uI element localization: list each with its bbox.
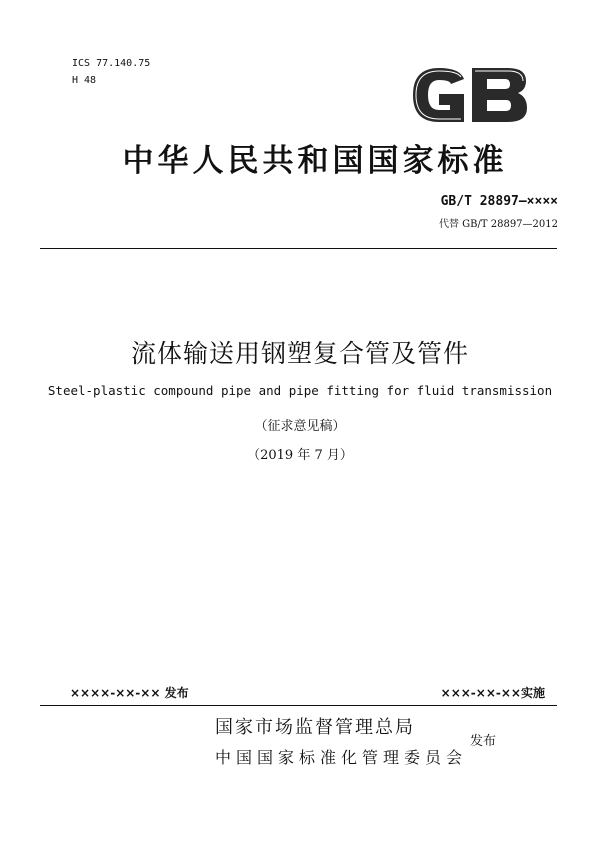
issue-date: ××××-××-×× 发布 bbox=[70, 686, 189, 700]
chinese-title: 流体输送用钢塑复合管及管件 bbox=[130, 339, 469, 368]
standard-type-title: 中华人民共和国国家标准 bbox=[122, 143, 508, 179]
ccs-code: H 48 bbox=[72, 75, 97, 86]
replaces-standard: 代替 GB/T 28897—2012 bbox=[439, 219, 558, 230]
issuer-samr: 国家市场监督管理总局 bbox=[215, 717, 415, 738]
ics-code: ICS 77.140.75 bbox=[72, 58, 151, 69]
bottom-divider bbox=[40, 705, 557, 706]
english-title: Steel-plastic compound pipe and pipe fitting for fluid transmission bbox=[47, 383, 553, 398]
standard-number: GB/T 28897—×××× bbox=[440, 194, 558, 209]
draft-status: （征求意见稿） bbox=[254, 419, 346, 434]
publish-label: 发布 bbox=[470, 734, 497, 749]
issuer-sac: 中国国家标准化管理委员会 bbox=[215, 748, 468, 767]
implementation-date: ×××-××-××实施 bbox=[440, 686, 545, 700]
gb-logo bbox=[408, 65, 530, 125]
draft-date: （2019 年 7 月） bbox=[247, 448, 353, 463]
top-divider bbox=[40, 248, 557, 249]
